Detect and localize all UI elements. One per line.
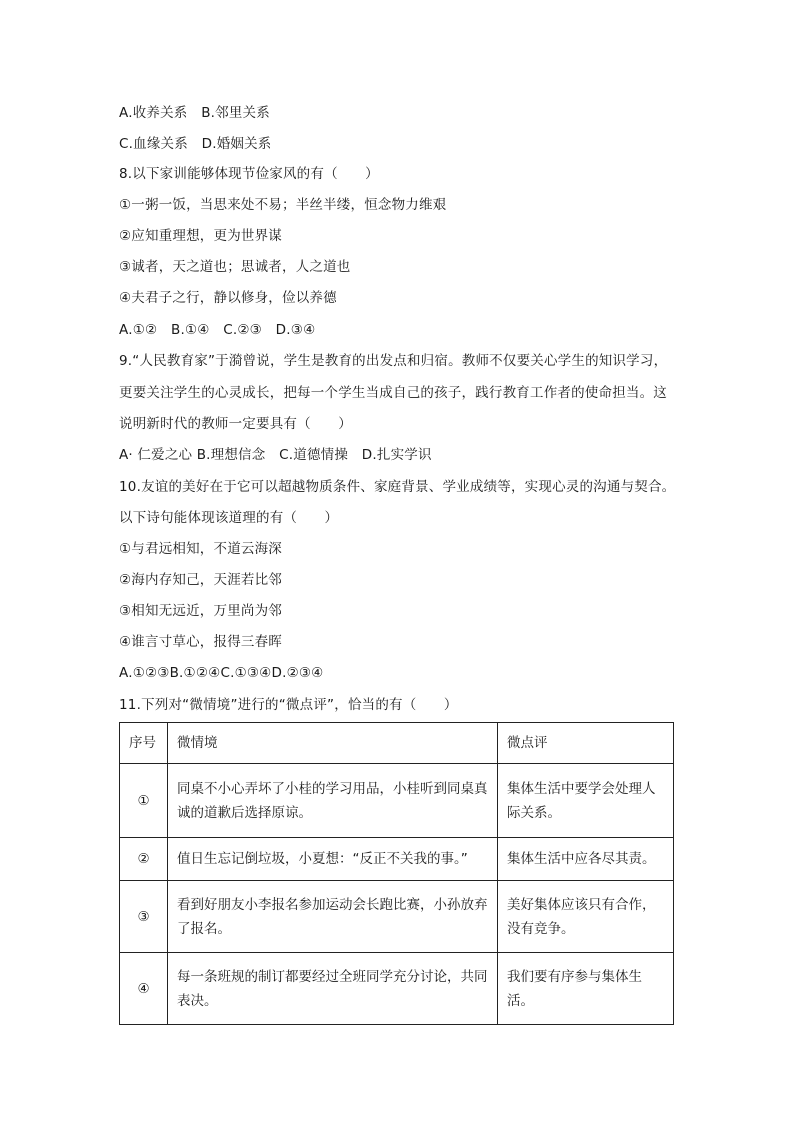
q8-item-3: ③诚者，天之道也；思诚者，人之道也: [119, 259, 351, 275]
table-row: [120, 881, 674, 953]
table-row: [120, 953, 674, 1025]
row-number: ①: [120, 764, 168, 838]
table-row: [120, 764, 674, 838]
micro-scenario-table: [119, 722, 674, 1025]
q10-item-3: ③相知无远近，万里尚为邻: [119, 603, 283, 619]
question-9-line-2: 更要关注学生的心灵成长，把每一个学生当成自己的孩子，践行教育工作者的使命担当。这: [119, 385, 667, 401]
q10-item-4: ④谁言寸草心，报得三春晖: [119, 634, 283, 650]
q8-item-1: ①一粥一饭，当思来处不易；半丝半缕，恒念物力维艰: [119, 197, 447, 213]
q10-item-2: ②海内存知己，天涯若比邻: [119, 572, 283, 588]
question-10-line-1: 10.友谊的美好在于它可以超越物质条件、家庭背景、学业成绩等，实现心灵的沟通与契合。: [119, 479, 676, 495]
option-line-ab: A.收养关系 B.邻里关系: [119, 105, 270, 121]
row-comment: 集体生活中要学会处理人际关系。: [498, 764, 674, 838]
q8-item-2: ②应知重理想，更为世界谋: [119, 228, 283, 244]
q10-item-1: ①与君远相知，不道云海深: [119, 541, 283, 557]
q9-options: A· 仁爱之心 B.理想信念 C.道德情操 D.扎实学识: [119, 447, 432, 463]
row-comment: 我们要有序参与集体生活。: [498, 953, 674, 1025]
row-number: ③: [120, 881, 168, 953]
row-comment: 集体生活中应各尽其责。: [498, 838, 674, 881]
row-number: ④: [120, 953, 168, 1025]
question-10-line-2: 以下诗句能体现该道理的有（ ）: [119, 510, 339, 526]
row-comment: 美好集体应该只有合作，没有竞争。: [498, 881, 674, 953]
q8-item-4: ④夫君子之行，静以修身，俭以养德: [119, 290, 337, 306]
table-header-row: [120, 723, 674, 764]
row-scene: 看到好朋友小李报名参加运动会长跑比赛，小孙放弃了报名。: [168, 881, 498, 953]
row-scene: 每一条班规的制订都要经过全班同学充分讨论，共同表决。: [168, 953, 498, 1025]
row-scene: 值日生忘记倒垃圾，小夏想：“反正不关我的事。”: [168, 838, 498, 881]
question-9-line-1: 9.“人民教育家”于漪曾说，学生是教育的出发点和归宿。教师不仅要关心学生的知识学习，: [119, 353, 668, 369]
header-comment: 微点评: [498, 723, 674, 764]
row-scene: 同桌不小心弄坏了小桂的学习用品，小桂听到同桌真诚的道歉后选择原谅。: [168, 764, 498, 838]
row-number: ②: [120, 838, 168, 881]
header-number: 序号: [120, 723, 168, 764]
question-8: 8.以下家训能够体现节俭家风的有（ ）: [119, 166, 379, 182]
question-11: 11.下列对“微情境”进行的“微点评”，恰当的有（ ）: [119, 697, 458, 713]
q10-options: A.①②③B.①②④C.①③④D.②③④: [119, 665, 324, 681]
header-scene: 微情境: [168, 723, 498, 764]
option-line-cd: C.血缘关系 D.婚姻关系: [119, 136, 272, 152]
q8-options: A.①② B.①④ C.②③ D.③④: [119, 322, 316, 338]
question-9-line-3: 说明新时代的教师一定要具有（ ）: [119, 416, 352, 432]
table-row: [120, 838, 674, 881]
